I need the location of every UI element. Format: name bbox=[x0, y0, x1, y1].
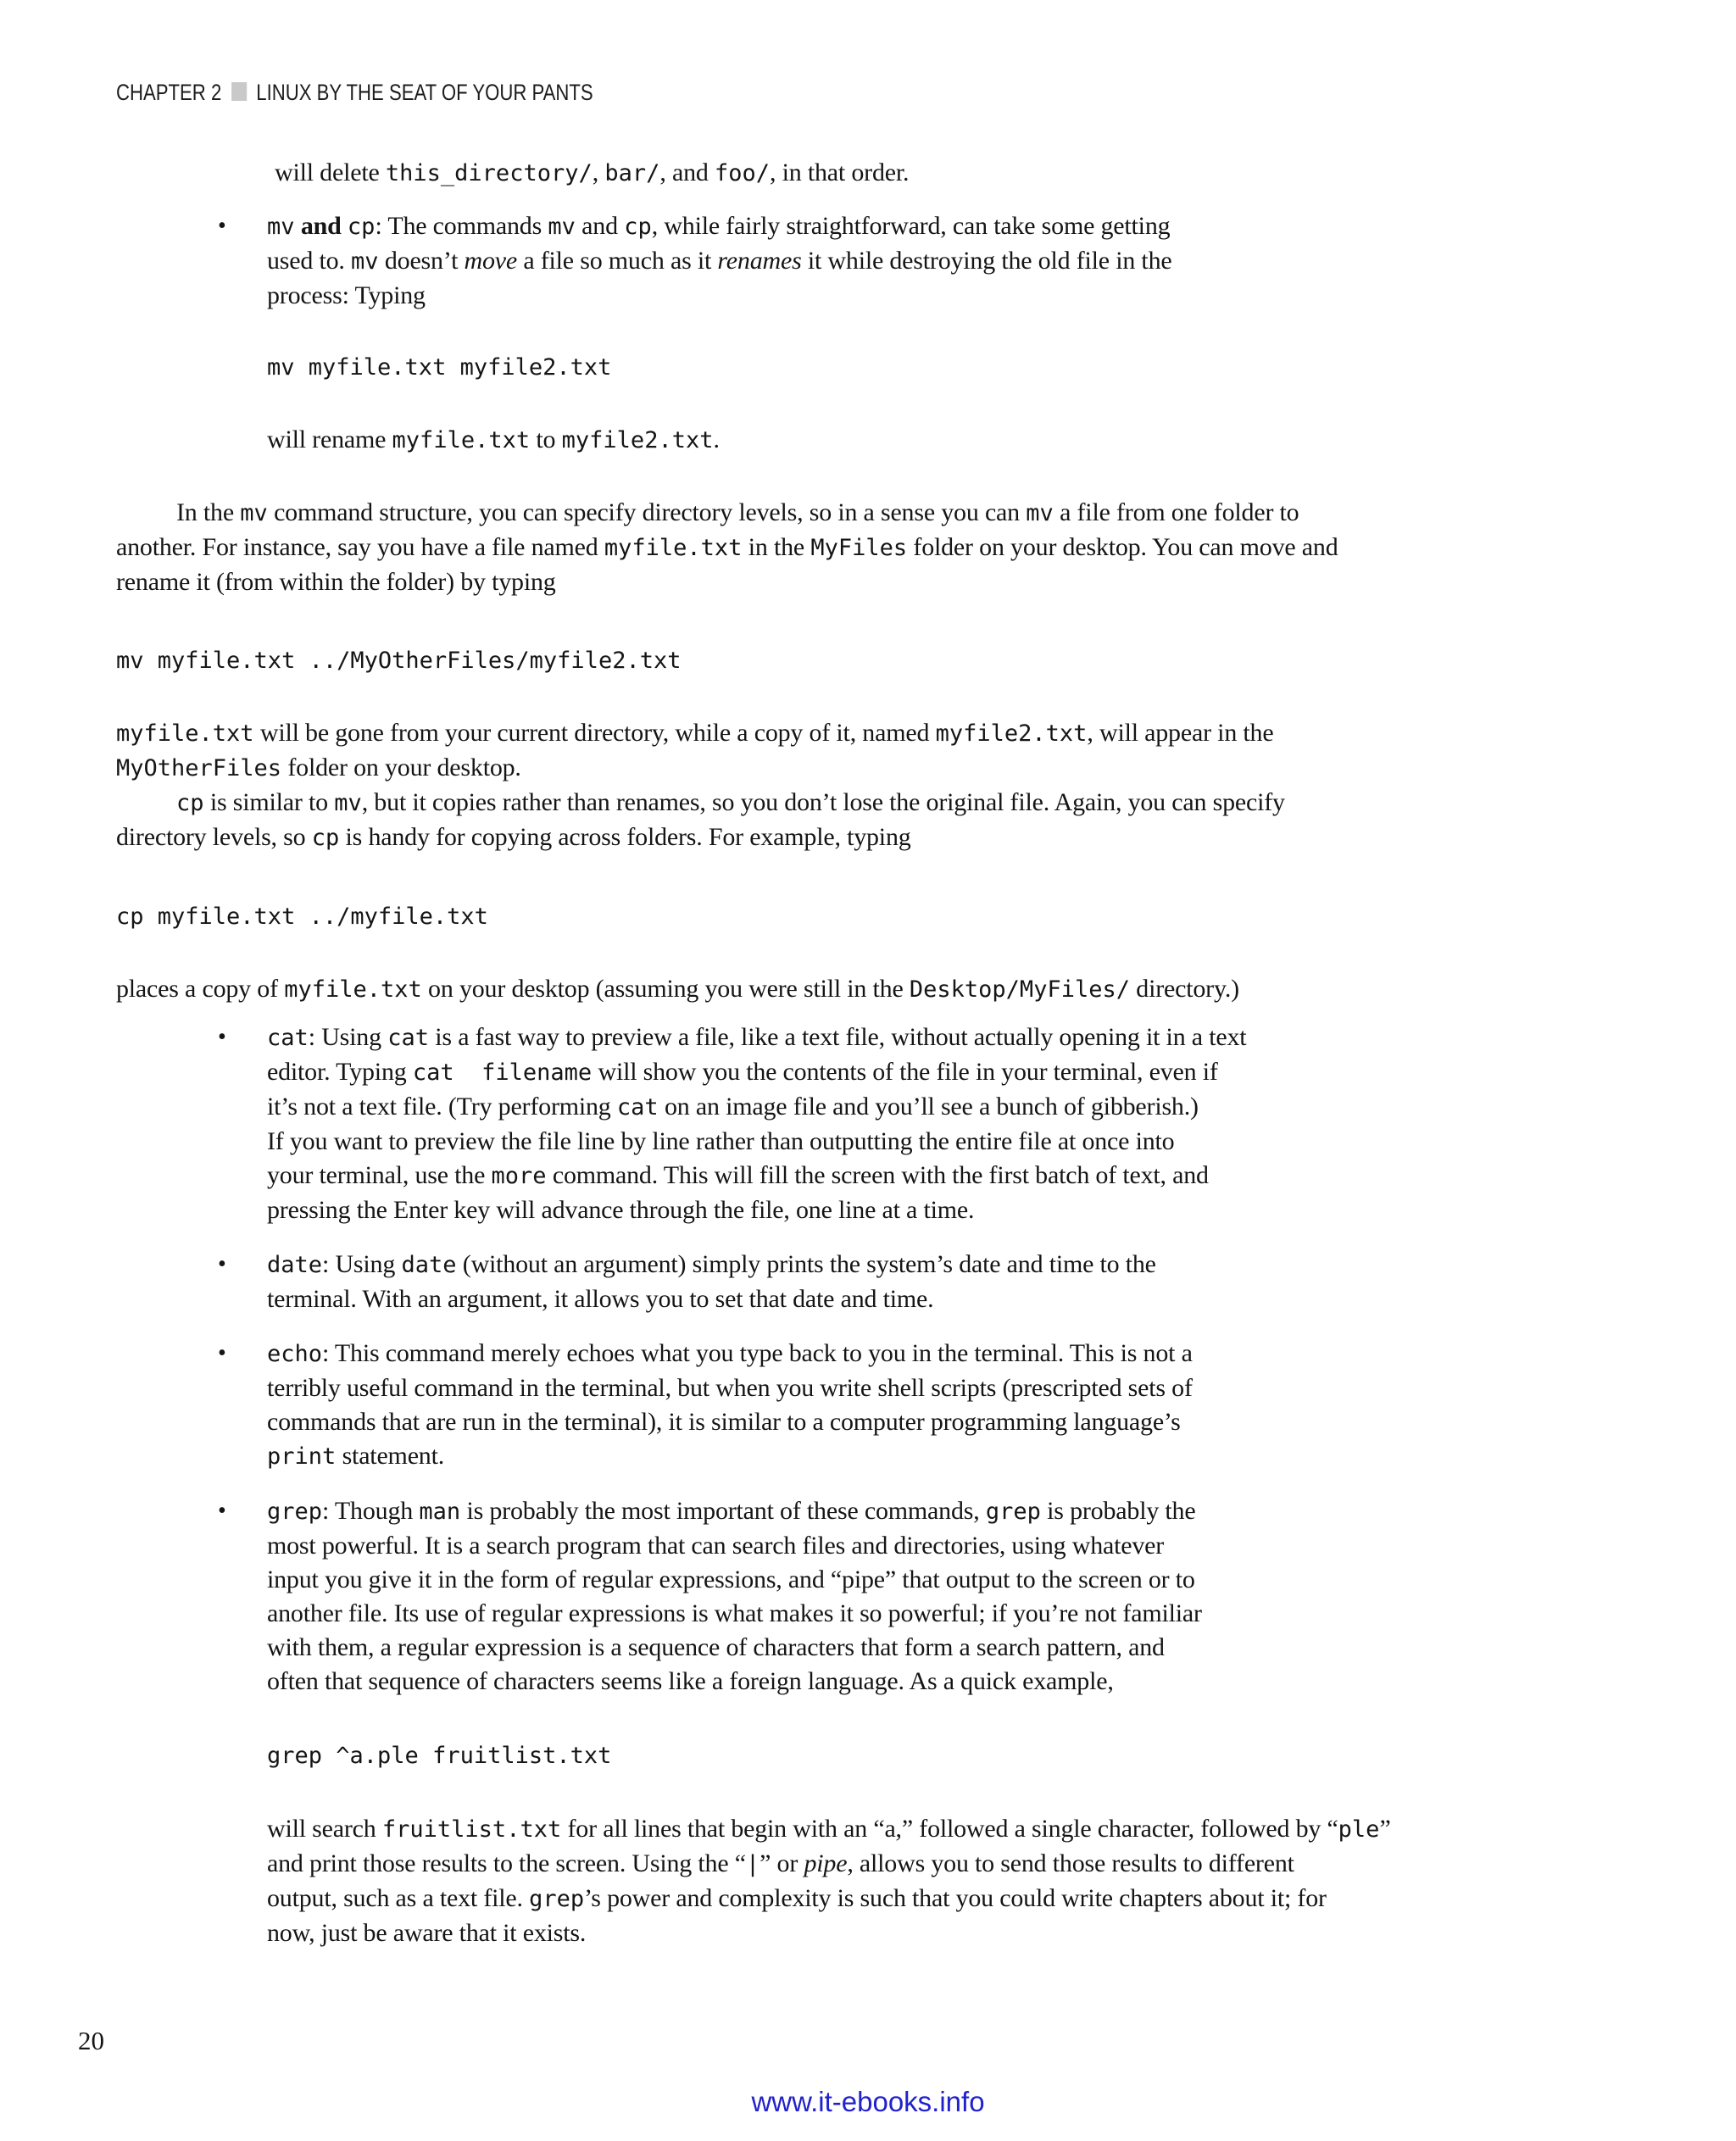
paragraph-places-copy bbox=[116, 972, 1608, 1007]
text-segment: your terminal, use the bbox=[267, 1161, 492, 1189]
text-segment: more bbox=[491, 1163, 547, 1189]
text-segment: it’s not a text file. (Try performing bbox=[267, 1093, 617, 1121]
text-segment: In the bbox=[176, 498, 241, 526]
bullet-text bbox=[267, 1250, 1156, 1313]
text-segment: is a fast way to preview a file, like a text file, without actually opening it in a text bbox=[428, 1023, 1247, 1051]
code-block-mv-move: mv myfile.txt ../MyOtherFiles/myfile2.txt bbox=[116, 648, 682, 674]
text-segment bbox=[342, 212, 348, 240]
text-segment: myfile.txt bbox=[392, 427, 531, 453]
text-segment: a file so much as it bbox=[517, 247, 718, 275]
text-segment: folder on your desktop. You can move and bbox=[907, 533, 1338, 561]
text-segment: date bbox=[401, 1252, 457, 1278]
text-segment: and bbox=[300, 212, 342, 240]
text-segment: date bbox=[267, 1252, 323, 1278]
text-segment: move bbox=[464, 247, 518, 275]
bullet-marker: • bbox=[218, 1498, 226, 1524]
text-segment: is probably the most important of these commands, bbox=[460, 1497, 986, 1525]
text-segment: for all lines that begin with an “a,” followed a single character, followed by “ bbox=[561, 1815, 1338, 1843]
bullet-item-date bbox=[116, 1248, 1608, 1316]
paragraph-cp-similar bbox=[116, 786, 1608, 855]
text-segment: on your desktop (assuming you were still in the bbox=[421, 975, 910, 1003]
text-segment bbox=[295, 212, 301, 240]
text-segment: mv bbox=[1026, 500, 1054, 526]
text-segment: will search bbox=[267, 1815, 382, 1843]
page-body bbox=[116, 156, 1608, 1950]
text-segment: cp bbox=[176, 790, 204, 816]
bullet-item-grep bbox=[116, 1494, 1608, 1699]
text-segment: directory levels, so bbox=[116, 823, 312, 851]
bullet-item-cat bbox=[116, 1020, 1608, 1227]
text-segment: terminal. With an argument, it allows you to set that date and time. bbox=[267, 1285, 934, 1313]
code-block-cp-copy: cp myfile.txt ../myfile.txt bbox=[116, 904, 488, 930]
text-segment: places a copy of bbox=[116, 975, 285, 1003]
text-segment: MyFiles bbox=[810, 535, 908, 561]
text-segment: , and bbox=[659, 158, 715, 186]
text-segment: terribly useful command in the terminal, but when you write shell scripts (prescripted sets of bbox=[267, 1374, 1193, 1402]
page-number: 20 bbox=[78, 2026, 104, 2055]
bullet-marker: • bbox=[218, 1251, 226, 1277]
text-segment: on an image file and you’ll see a bunch of gibberish.) bbox=[658, 1093, 1199, 1121]
text-segment: is handy for copying across folders. For example, typing bbox=[339, 823, 911, 851]
text-segment: : The commands bbox=[375, 212, 548, 240]
bullet-marker: • bbox=[218, 1340, 226, 1366]
text-segment: a file from one folder to bbox=[1053, 498, 1299, 526]
text-segment: , will appear in the bbox=[1087, 719, 1274, 747]
chapter-label: CHAPTER 2 bbox=[116, 80, 222, 105]
text-segment: ’s power and complexity is such that you could write chapters about it; for bbox=[584, 1884, 1327, 1912]
text-segment: another file. Its use of regular expressions is what makes it so powerful; if you’re not familiar bbox=[267, 1599, 1202, 1627]
bullet-item-mv-cp bbox=[116, 209, 1608, 313]
text-segment: editor. Typing bbox=[267, 1058, 413, 1086]
text-segment: myfile.txt bbox=[604, 535, 743, 561]
text-segment: myfile.txt bbox=[284, 976, 422, 1003]
text-segment: this_directory/ bbox=[385, 160, 593, 186]
text-segment: and bbox=[575, 212, 625, 240]
text-segment: process: Typing bbox=[267, 281, 426, 309]
text-segment: cp bbox=[311, 825, 340, 851]
text-segment: in the bbox=[742, 533, 811, 561]
header-square-icon bbox=[231, 82, 247, 101]
bullet-text bbox=[267, 1023, 1246, 1224]
bullet-marker: • bbox=[218, 213, 226, 239]
text-segment: : Using bbox=[322, 1250, 402, 1278]
bullet-item-echo bbox=[116, 1337, 1608, 1474]
text-segment: is similar to bbox=[203, 788, 335, 816]
paragraph-will-rename bbox=[116, 423, 1608, 458]
text-segment: rename it (from within the folder) by typing bbox=[116, 568, 556, 596]
text-segment: | bbox=[745, 1851, 760, 1877]
text-segment: mv bbox=[240, 500, 268, 526]
text-segment: often that sequence of characters seems like a foreign language. As a quick example, bbox=[267, 1667, 1114, 1695]
text-segment: cp bbox=[624, 214, 652, 240]
text-segment: cat bbox=[387, 1025, 429, 1051]
page-header bbox=[116, 80, 593, 105]
text-segment: directory.) bbox=[1129, 975, 1239, 1003]
text-segment: cp bbox=[347, 214, 376, 240]
text-segment: . bbox=[713, 425, 720, 453]
text-segment: now, just be aware that it exists. bbox=[267, 1919, 587, 1947]
text-segment: grep bbox=[985, 1499, 1041, 1525]
text-segment: will show you the contents of the file in your terminal, even if bbox=[592, 1058, 1218, 1086]
bullet-text bbox=[267, 1497, 1202, 1695]
text-segment: cat bbox=[267, 1025, 309, 1051]
text-segment: , but it copies rather than renames, so you don’t lose the original file. Again, you can specify bbox=[361, 788, 1285, 816]
text-segment: ple bbox=[1338, 1816, 1380, 1843]
text-segment: (without an argument) simply prints the system’s date and time to the bbox=[456, 1250, 1156, 1278]
text-segment: , while fairly straightforward, can take some getting bbox=[651, 212, 1171, 240]
text-segment: , bbox=[592, 158, 605, 186]
text-segment: : This command merely echoes what you type back to you in the terminal. This is not a bbox=[322, 1339, 1193, 1367]
chapter-title: LINUX BY THE SEAT OF YOUR PANTS bbox=[256, 80, 593, 105]
text-segment: renames bbox=[717, 247, 802, 275]
text-segment: MyOtherFiles bbox=[116, 755, 282, 781]
text-segment: mv bbox=[548, 214, 576, 240]
bullet-text bbox=[267, 212, 1171, 309]
text-segment: input you give it in the form of regular expressions, and “pipe” that output to the screen or to bbox=[267, 1565, 1195, 1593]
text-segment: pressing the Enter key will advance through the file, one line at a time. bbox=[267, 1196, 975, 1224]
text-segment: fruitlist.txt bbox=[381, 1816, 562, 1843]
text-segment: , in that order. bbox=[770, 158, 910, 186]
text-segment: will be gone from your current directory, while a copy of it, named bbox=[253, 719, 936, 747]
paragraph-myfile-gone bbox=[116, 716, 1608, 786]
text-segment: man bbox=[419, 1499, 461, 1525]
text-segment: is probably the bbox=[1040, 1497, 1196, 1525]
text-segment: output, such as a text file. bbox=[267, 1884, 530, 1912]
text-segment: ” or bbox=[760, 1849, 804, 1877]
text-segment: with them, a regular expression is a sequence of characters that form a search pattern, and bbox=[267, 1633, 1165, 1661]
bullet-marker: • bbox=[218, 1024, 226, 1050]
text-segment: command structure, you can specify directory levels, so in a sense you can bbox=[267, 498, 1027, 526]
text-segment: ” bbox=[1379, 1815, 1391, 1843]
text-segment: cat filename bbox=[412, 1059, 593, 1086]
footer-ebook-link[interactable]: www.it-ebooks.info bbox=[751, 2086, 985, 2117]
text-segment: myfile.txt bbox=[116, 720, 254, 747]
text-segment: myfile2.txt bbox=[935, 720, 1088, 747]
text-segment: used to. bbox=[267, 247, 352, 275]
text-segment: commands that are run in the terminal), it is similar to a computer programming language’s bbox=[267, 1408, 1181, 1436]
text-segment: command. This will fill the screen with the first batch of text, and bbox=[546, 1161, 1209, 1189]
text-segment: : Though bbox=[322, 1497, 420, 1525]
paragraph-will-search bbox=[116, 1812, 1608, 1950]
text-segment: Desktop/MyFiles/ bbox=[909, 976, 1130, 1003]
text-segment: , allows you to send those results to different bbox=[847, 1849, 1294, 1877]
text-segment: mv bbox=[267, 214, 295, 240]
text-segment: it while destroying the old file in the bbox=[801, 247, 1172, 275]
text-segment: and print those results to the screen. Using the “ bbox=[267, 1849, 746, 1877]
text-segment: will rename bbox=[267, 425, 392, 453]
text-segment: mv bbox=[334, 790, 362, 816]
text-segment: print bbox=[267, 1443, 337, 1470]
text-segment: : Using bbox=[308, 1023, 388, 1051]
text-segment: another. For instance, say you have a file named bbox=[116, 533, 604, 561]
text-segment: cat bbox=[616, 1094, 659, 1121]
paragraph-rm-continuation bbox=[116, 156, 1608, 191]
text-segment: foo/ bbox=[715, 160, 771, 186]
bullet-text bbox=[267, 1339, 1193, 1470]
text-segment: statement. bbox=[336, 1442, 445, 1470]
text-segment: doesn’t bbox=[378, 247, 465, 275]
text-segment: pipe bbox=[804, 1849, 848, 1877]
text-segment: grep bbox=[267, 1499, 323, 1525]
text-segment: If you want to preview the file line by line rather than outputting the entire file at once into bbox=[267, 1127, 1175, 1155]
text-segment: grep bbox=[529, 1886, 585, 1912]
text-segment: to bbox=[530, 425, 562, 453]
text-segment: most powerful. It is a search program that can search files and directories, using whatever bbox=[267, 1532, 1165, 1560]
text-segment: mv bbox=[351, 248, 379, 275]
text-segment: myfile2.txt bbox=[561, 427, 714, 453]
code-block-grep-example: grep ^a.ple fruitlist.txt bbox=[267, 1743, 612, 1769]
code-block-mv-rename: mv myfile.txt myfile2.txt bbox=[267, 354, 612, 381]
text-segment: bar/ bbox=[604, 160, 660, 186]
text-segment: folder on your desktop. bbox=[281, 754, 521, 781]
text-segment: will delete bbox=[275, 158, 386, 186]
paragraph-mv-structure bbox=[116, 496, 1608, 599]
text-segment: echo bbox=[267, 1341, 323, 1367]
